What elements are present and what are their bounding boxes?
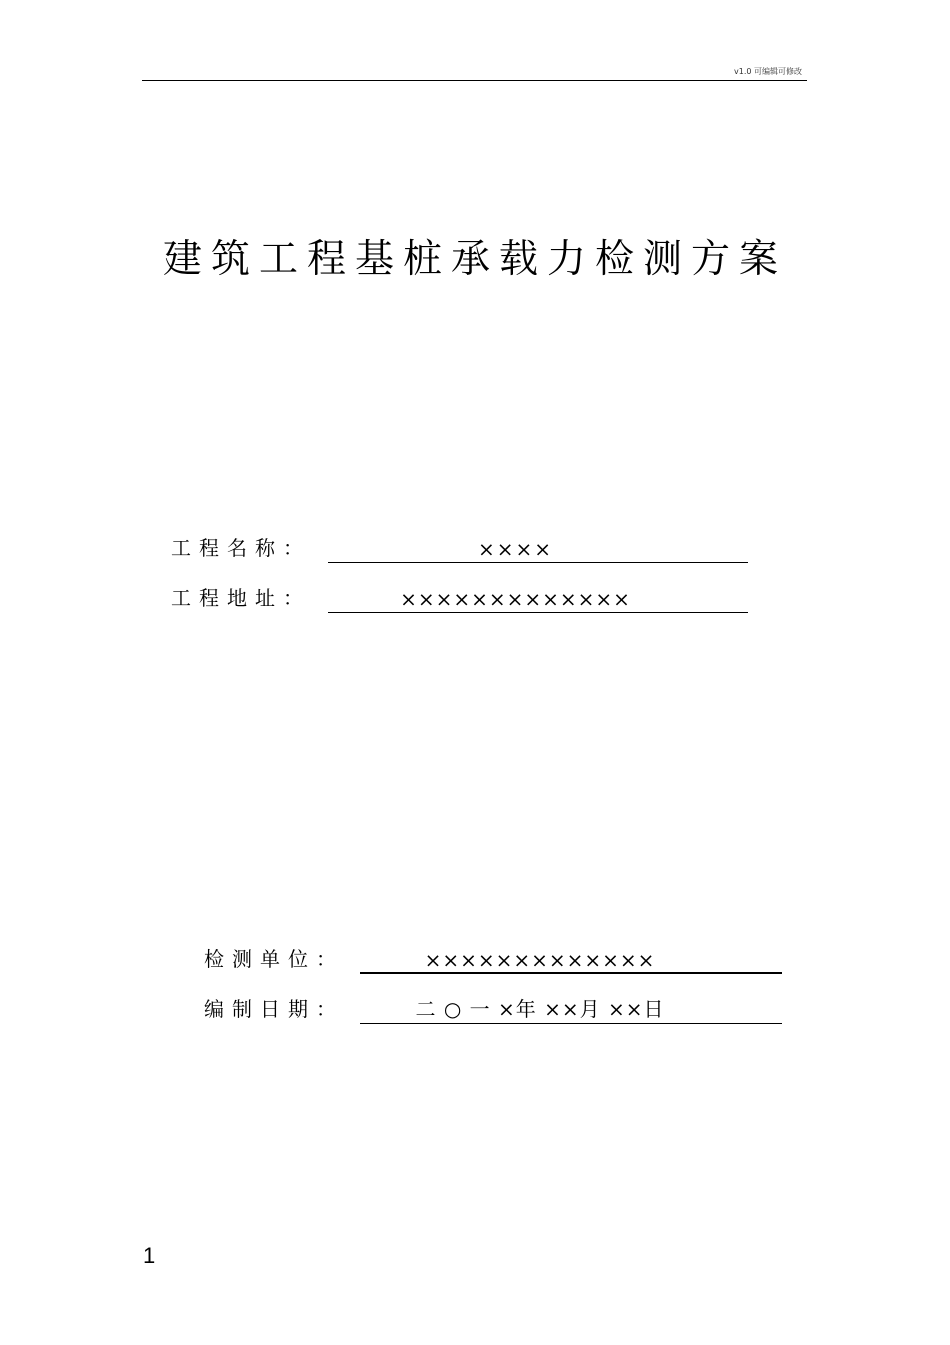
compile-date-label: 编制日期： [204, 997, 344, 1021]
project-address-label: 工程地址： [171, 586, 311, 610]
project-address-value: ××××××××××××× [400, 587, 631, 611]
page-number: 1 [143, 1243, 156, 1268]
project-address-underline [328, 612, 748, 613]
project-name-underline [328, 562, 748, 563]
compile-date-value: 二 ○ 一 ×年 ××月 ××日 [415, 997, 665, 1021]
compile-date-underline [360, 1023, 782, 1024]
compile-date-row [204, 994, 784, 1024]
testing-unit-label: 检测单位： [204, 947, 344, 971]
project-name-value: ×××× [477, 537, 554, 561]
project-address-row [171, 583, 751, 613]
testing-unit-value: ××××××××××××× [424, 948, 656, 972]
testing-unit-underline [360, 972, 782, 974]
project-name-row [171, 533, 751, 563]
header-divider [142, 80, 807, 81]
document-title: 建筑工程基桩承载力检测方案 [162, 237, 787, 282]
testing-unit-row [204, 944, 784, 974]
header-version-note: v1.0 可编辑可修改 [734, 67, 802, 76]
project-name-label: 工程名称： [171, 536, 311, 560]
